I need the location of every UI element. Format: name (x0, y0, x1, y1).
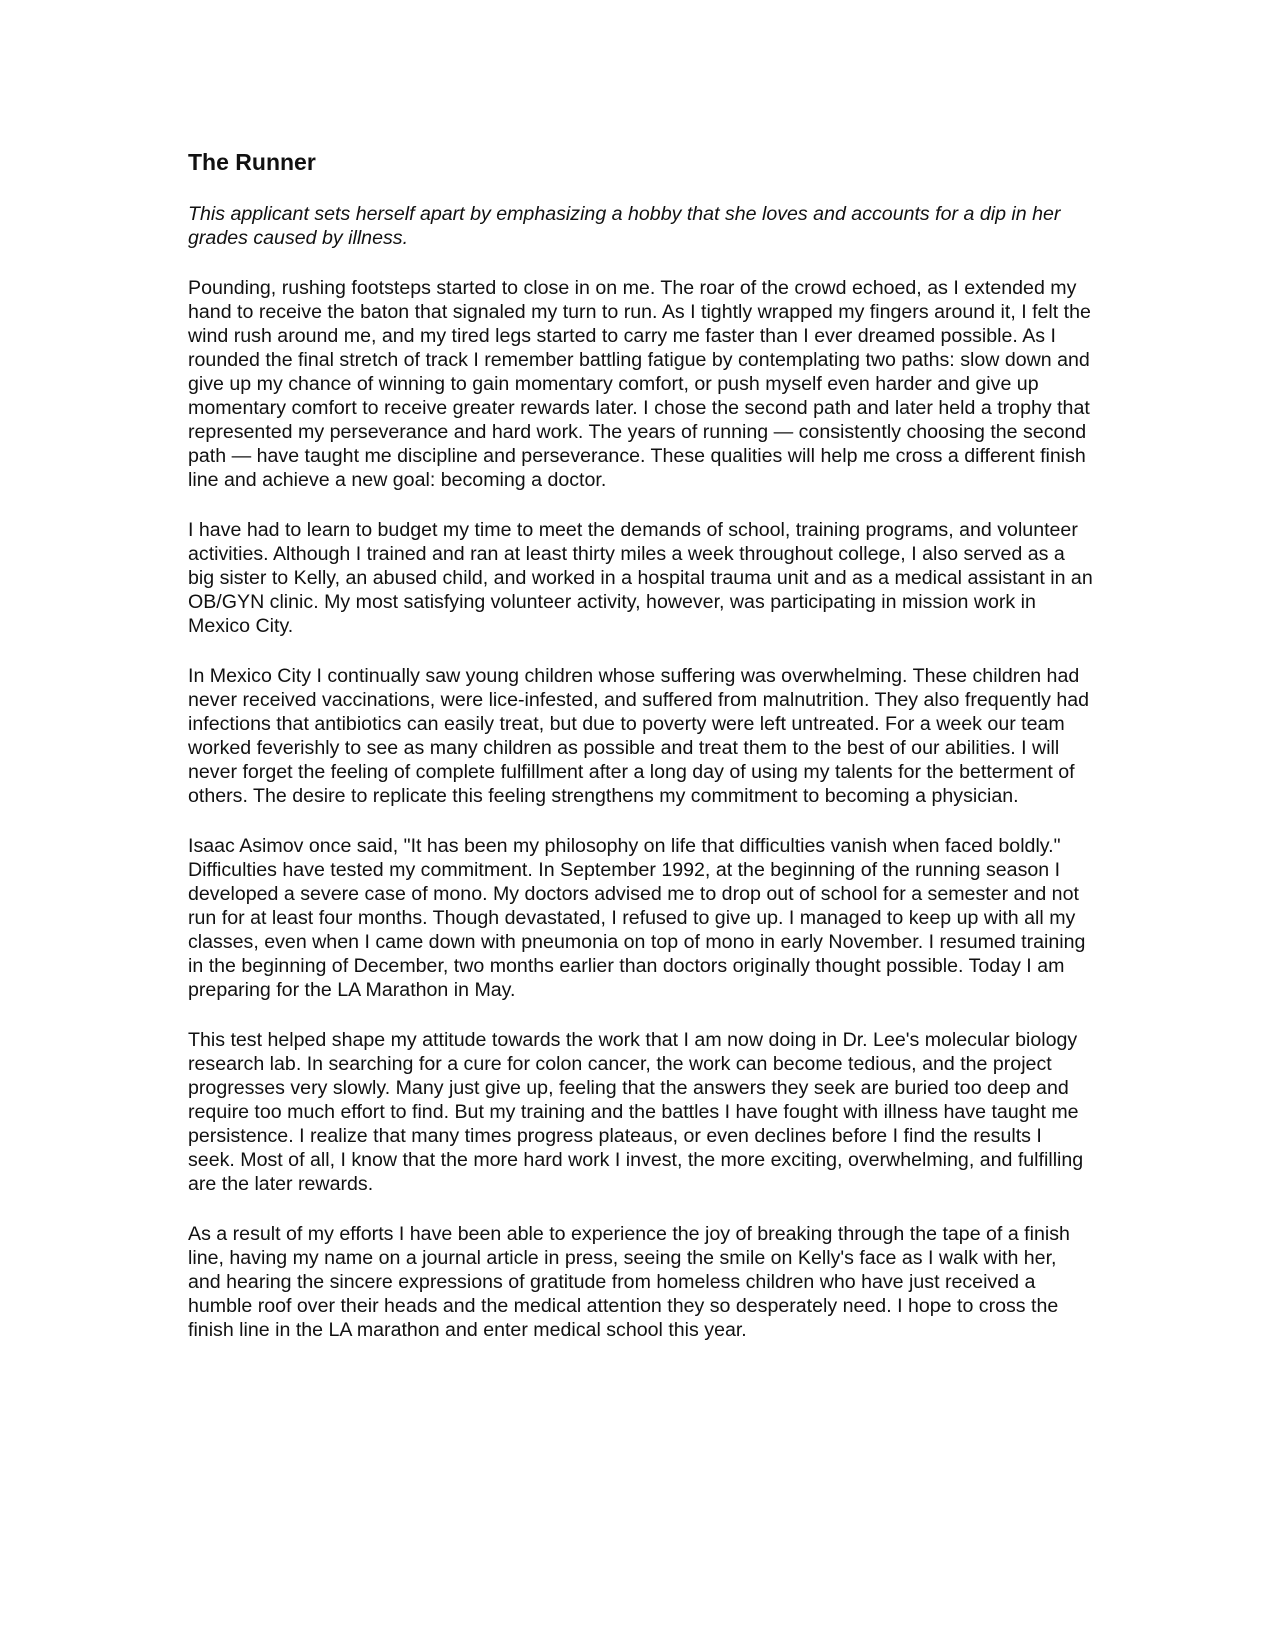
paragraph-4: Isaac Asimov once said, "It has been my philosophy on life that difficulties vanish when faced boldly." Difficulties have tested my commitment. In September 1992, at the beginning of the running season I developed a severe case of mono. My doctors advised me to drop out of school for a semester and not run for at least four months. Though devastated, I refused to give up. I managed to keep up with all my classes, even when I came down with pneumonia on top of mono in early November. I resumed training in the beginning of December, two months earlier than doctors originally thought possible. Today I am preparing for the LA Marathon in May. (188, 835, 1086, 1001)
paragraph-3: In Mexico City I continually saw young children whose suffering was overwhelming. These children had never received vaccinations, were lice-infested, and suffered from malnutrition. They also frequently had infections that antibiotics can easily treat, but due to poverty were left untreated. For a week our team worked feverishly to see as many children as possible and treat them to the best of our abilities. I will never forget the feeling of complete fulfillment after a long day of using my talents for the betterment of others. The desire to replicate this feeling strengthens my commitment to becoming a physician. (188, 665, 1090, 807)
intro-note: This applicant sets herself apart by emphasizing a hobby that she loves and accounts for a dip in her grades caused by illness. (188, 203, 1061, 249)
paragraph-6: As a result of my efforts I have been able to experience the joy of breaking through the tape of a finish line, having my name on a journal article in press, seeing the smile on Kelly's face as I walk with her, and hearing the sincere expressions of gratitude from homeless children who have just received a humble roof over their heads and the medical attention they so desperately need. I hope to cross the finish line in the LA marathon and enter medical school this year. (188, 1223, 1070, 1341)
document-title: The Runner (188, 149, 316, 175)
paragraph-5: This test helped shape my attitude towards the work that I am now doing in Dr. Lee's molecular biology research lab. In searching for a cure for colon cancer, the work can become tedious, and the project progresses very slowly. Many just give up, feeling that the answers they seek are buried too deep and require too much effort to find. But my training and the battles I have fought with illness have taught me persistence. I realize that many times progress plateaus, or even declines before I find the results I seek. Most of all, I know that the more hard work I invest, the more exciting, overwhelming, and fulfilling are the later rewards. (188, 1029, 1084, 1195)
paragraph-2: I have had to learn to budget my time to meet the demands of school, training programs, and volunteer activities. Although I trained and ran at least thirty miles a week throughout college, I also served as a big sister to Kelly, an abused child, and worked in a hospital trauma unit and as a medical assistant in an OB/GYN clinic. My most satisfying volunteer activity, however, was participating in mission work in Mexico City. (188, 519, 1093, 637)
paragraph-1: Pounding, rushing footsteps started to close in on me. The roar of the crowd echoed, as I extended my hand to receive the baton that signaled my turn to run. As I tightly wrapped my fingers around it, I felt the wind rush around me, and my tired legs started to carry me faster than I ever dreamed possible. As I rounded the final stretch of track I remember battling fatigue by contemplating two paths: slow down and give up my chance of winning to gain momentary comfort, or push myself even harder and give up momentary comfort to receive greater rewards later. I chose the second path and later held a trophy that represented my perseverance and hard work. The years of running — consistently choosing the second path — have taught me discipline and perseverance. These qualities will help me cross a different finish line and achieve a new goal: becoming a doctor. (188, 277, 1091, 491)
document-page (188, 148, 1093, 1368)
